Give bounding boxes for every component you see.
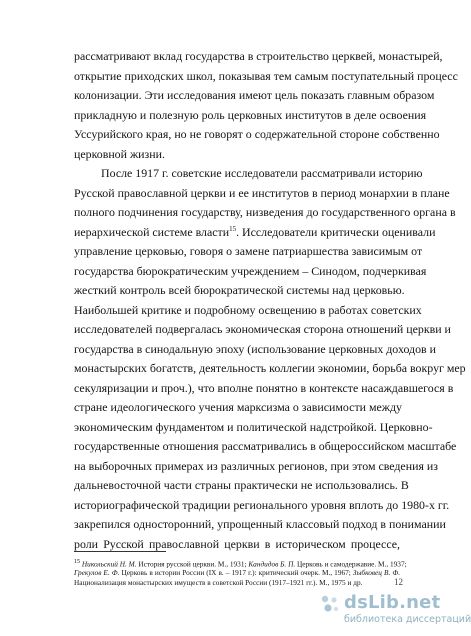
footnote-reference: 15 <box>229 224 237 233</box>
page-number: 12 <box>394 577 403 587</box>
text-line: монастырских богатств, деятельность коллегии экономии, борьба вокруг мер <box>74 361 466 375</box>
text-line: колонизации. Эти исследования имеют цель показать главным образом <box>74 88 435 102</box>
footnote-line <box>74 568 400 579</box>
text-line: прикладную и полезную роль церковных институтов в деле освоения <box>74 107 427 122</box>
text-line: После 1917 г. советские исследователи рассматривали историю <box>101 166 423 180</box>
watermark-subtitle: библиотека диссертаций <box>344 614 471 625</box>
footnote-text: История русской церкви. М., 1931; <box>138 559 247 569</box>
footnote-number: 15 <box>74 559 81 565</box>
text-line: на выборочных примерах из различных регионов, при этом сведения из <box>74 458 438 473</box>
watermark-title: dsLib.net <box>344 592 441 613</box>
text-line: Наибольшей критике и подробному освещению в работах советских <box>74 302 422 317</box>
text-fragment: иерархической системе власти <box>74 224 230 239</box>
footnote-line: Национализация монастырских имуществ в советской России (1917–1921 гг.). М., 1975 и др. <box>74 578 363 588</box>
footnote-author: Кандидов Б. П. <box>248 559 296 569</box>
footnote-author: Никольский Н. М. <box>81 559 137 569</box>
footnote-author: Зыбковец В. Ф. <box>352 567 401 577</box>
text-line: рассматривают вклад государства в строительство церквей, монастырей, <box>74 49 443 63</box>
dslib-logo-icon <box>318 592 342 616</box>
watermark <box>318 592 471 632</box>
text-line: жесткий контроль всей бюрократической системы над церковью. <box>74 283 405 297</box>
text-line: управление церковью, говоря о замене патриаршества зависимым от <box>74 244 423 258</box>
text-line: экономическим фундаментом и политической надстройкой. Церковно- <box>74 419 433 434</box>
text-line: государственные отношения рассматривались в общероссийском масштабе <box>74 439 457 453</box>
text-line: Русской православной церкви и ее институтов в период монархии в плане <box>74 185 450 200</box>
footnotes <box>74 557 407 589</box>
text-line: дальневосточной части страны практически не использовались. В <box>74 478 409 492</box>
text-line: роли Русской православной церкви в историческом процессе, <box>74 536 400 551</box>
text-fragment: . Исследователи критически оценивали <box>236 224 436 239</box>
footnote-line <box>74 557 407 569</box>
main-text <box>74 47 466 554</box>
footnote-author: Грекулов Е. Ф. <box>74 567 120 577</box>
text-line: открытие приходских школ, показывая тем самым поступательный процесс <box>74 68 458 83</box>
text-line: стране идеологического учения марксизма о зависимости между <box>74 400 402 414</box>
text-line <box>74 223 436 243</box>
text-line: церковной жизни. <box>74 146 165 161</box>
footnote-text: Церковь в истории России (IX в. – 1917 г.): критический очерк. М., 1967; <box>121 567 351 577</box>
text-line: историографической традиции регионального уровня вплоть до 1980-х гг. <box>74 497 450 512</box>
text-line: закрепился односторонний, упрощенный классовый подход в понимании <box>74 517 446 531</box>
text-line: государства бюрократическим учреждением – Синодом, подчеркивая <box>74 263 427 278</box>
text-line: секуляризации и проч.), что вполне понятно в контексте насаждавшегося в <box>74 380 454 395</box>
text-line: полного подчинения государству, низведения до государственного органа в <box>74 205 456 219</box>
footnote-divider <box>74 551 166 552</box>
footnote-text: Церковь и самодержавие. М., 1937; <box>297 559 407 569</box>
text-line: государства в синодальную эпоху (использование церковных доходов и <box>74 341 436 356</box>
text-line: исследователей подвергалась экономическая сторона отношений церкви и <box>74 322 451 336</box>
text-line: Уссурийского края, но не говорят о содержательной стороне собственно <box>74 127 440 141</box>
